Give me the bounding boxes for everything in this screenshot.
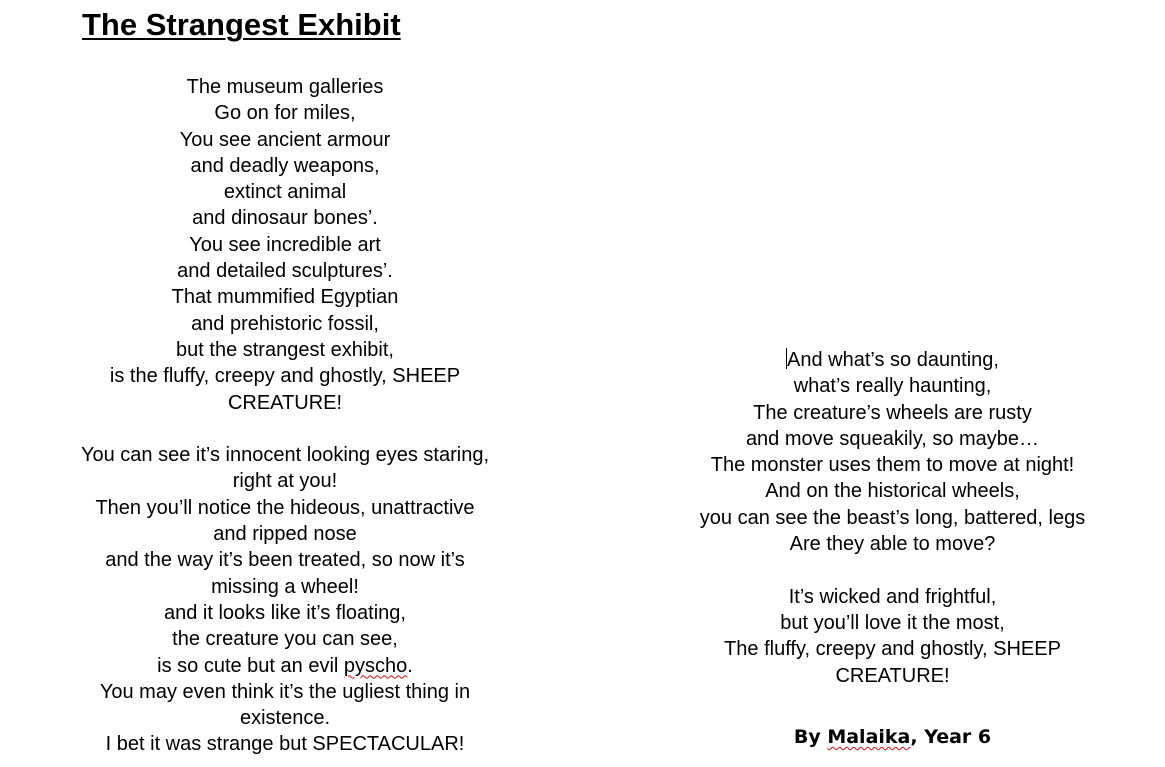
poem-line: and prehistoric fossil, bbox=[191, 312, 379, 335]
poem-line: The monster uses them to move at night! bbox=[710, 454, 1075, 477]
poem-line: and the way it’s been treated, so now it’s bbox=[105, 549, 465, 572]
poem-line: You can see it’s innocent looking eyes staring, bbox=[80, 444, 490, 467]
poem-line: It’s wicked and frightful, bbox=[788, 585, 997, 608]
poem-line: and deadly weapons, bbox=[190, 154, 380, 177]
poem-line: but you’ll love it the most, bbox=[780, 611, 1005, 634]
poem-line: what’s really haunting, bbox=[793, 375, 992, 398]
poem-line: extinct animal bbox=[223, 181, 347, 204]
poem-line: CREATURE! bbox=[835, 664, 950, 687]
poem-line: I bet it was strange but SPECTACULAR! bbox=[105, 733, 465, 756]
poem-line: CREATURE! bbox=[227, 391, 343, 414]
author-byline bbox=[640, 724, 1145, 750]
stanza-break bbox=[20, 416, 550, 442]
byline-suffix: , Year 6 bbox=[910, 726, 992, 748]
poem-line: and ripped nose bbox=[213, 523, 357, 546]
poem-line: Are they able to move? bbox=[789, 533, 996, 556]
poem-line: The fluffy, creepy and ghostly, SHEEP bbox=[724, 638, 1061, 661]
poem-line: The creature’s wheels are rusty bbox=[753, 401, 1032, 424]
byline-prefix: By bbox=[793, 726, 828, 748]
poem-line: And on the historical wheels, bbox=[765, 480, 1020, 503]
poem-line: and move squeakily, so maybe… bbox=[745, 427, 1040, 450]
poem-line: and dinosaur bones’. bbox=[192, 207, 378, 230]
poem-line: and detailed sculptures’. bbox=[177, 260, 393, 283]
poem-line: You may even think it’s the ugliest thing in bbox=[99, 680, 471, 703]
poem-line: the creature you can see, bbox=[172, 628, 398, 651]
misspelled-word[interactable]: pyscho bbox=[343, 654, 408, 677]
poem-line-with-cursor[interactable] bbox=[640, 347, 1145, 373]
poem-line: is the fluffy, creepy and ghostly, SHEEP bbox=[109, 365, 461, 388]
poem-line: That mummified Egyptian bbox=[171, 286, 399, 309]
poem-line: The museum galleries bbox=[186, 76, 384, 98]
line-text: . bbox=[407, 654, 413, 677]
poem-line: you can see the beast’s long, battered, legs bbox=[699, 506, 1086, 529]
poem-line: You see incredible art bbox=[189, 233, 381, 256]
poem-line-with-spellcheck bbox=[20, 653, 550, 679]
poem-line: but the strangest exhibit, bbox=[176, 338, 394, 361]
line-text: And what’s so daunting, bbox=[786, 349, 999, 371]
line-text: is so cute but an evil bbox=[157, 654, 344, 677]
poem-line: Go on for miles, bbox=[214, 102, 356, 125]
poem-line: Then you’ll notice the hideous, unattractive bbox=[95, 496, 475, 519]
poem-line: and it looks like it’s floating, bbox=[164, 601, 406, 624]
right-column bbox=[640, 347, 1145, 689]
poem-line: right at you! bbox=[232, 470, 338, 493]
author-name[interactable]: Malaika bbox=[827, 726, 911, 748]
left-column bbox=[20, 74, 550, 758]
stanza-break bbox=[640, 557, 1145, 583]
poem-title: The Strangest Exhibit bbox=[82, 7, 401, 42]
poem-line: You see ancient armour bbox=[179, 128, 391, 151]
poem-line: missing a wheel! bbox=[211, 575, 359, 598]
poem-line: existence. bbox=[239, 707, 331, 730]
